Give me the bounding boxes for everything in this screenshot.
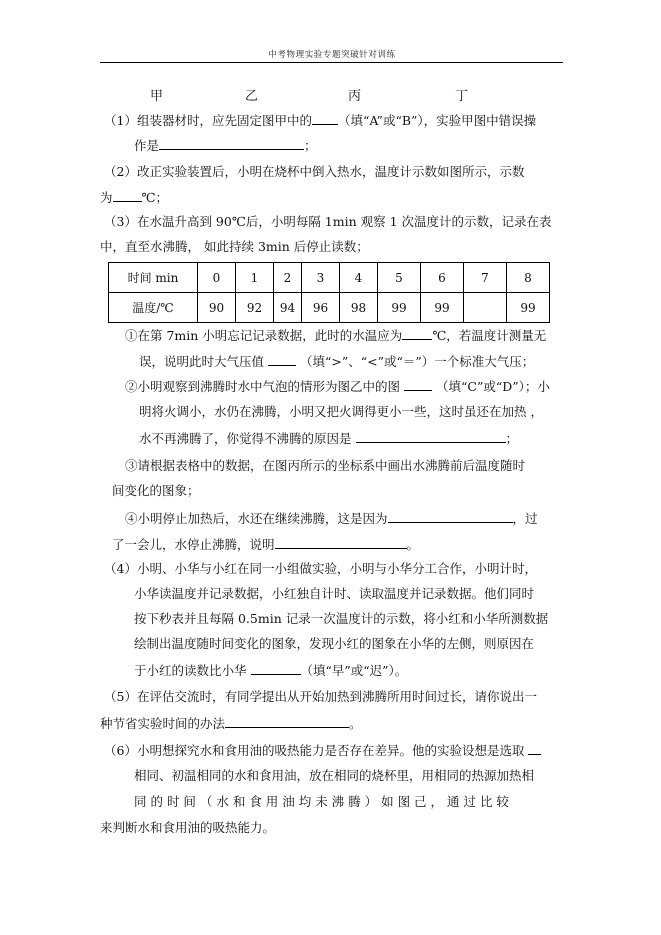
q3-line1: （3）在水温升高到 90℃后，小明每隔 1min 观察 1 次温度计的示数，记录在表: [104, 214, 552, 229]
q3-line2: 中，直至水沸腾， 如此持续 3min 后停止读数；: [100, 239, 369, 254]
q3-2-answer-blank-1[interactable]: [404, 377, 432, 391]
q3-1-text-a: ①在第 7min 小明忘记记录数据，此时的水温应为: [125, 328, 403, 343]
q1-line1: [104, 111, 536, 130]
table-cell: 96: [302, 293, 340, 323]
q3-4-text-b: ，过: [512, 511, 538, 526]
q5-text-b: 。: [349, 716, 362, 731]
table-cell: 99: [421, 293, 464, 323]
q1-line2: [134, 136, 317, 155]
q6-line4: 来判断水和食用油的吸热能力。: [100, 820, 276, 835]
q6-text-a: （6）小明想探究水和食用油的吸热能力是否存在差异。他的实验设想是选取: [104, 743, 525, 758]
q4-line4: 绘制出温度随时间变化的图象，发现小红的图象在小华的左侧，则原因在: [134, 636, 535, 651]
q3-2-line2: 明将火调小，水仍在沸腾，小明又把火调得更小一些，这时虽还在加热 ，: [139, 404, 543, 419]
q3-4-text-d: 。: [406, 537, 420, 552]
q4-line3: 按下秒表并且每隔 0.5min 记录一次温度计的示数，将小红和小华所测数据: [134, 611, 549, 626]
q3-1-line1: [125, 326, 546, 345]
table-cell: 3: [302, 263, 340, 293]
q4-text-b: （填“早”或“迟”）。: [300, 663, 408, 678]
q2-line1: （2）改正实验装置后，小明在烧杯中倒入热水，温度计示数如图所示，示数: [104, 164, 525, 179]
q2-text-b: 为: [100, 190, 113, 205]
q3-1-text-b: ℃，若温度计测量无: [432, 328, 547, 343]
q2-answer-blank[interactable]: [113, 188, 142, 202]
q6-line3: 同 的 时 间 （ 水 和 食 用 油 均 未 沸 腾 ） 如 图 己 ， 通 过 比 较: [134, 794, 509, 809]
q1-text-c: 作是: [134, 138, 160, 153]
q3-4-line1: [125, 509, 538, 528]
table-cell: 5: [378, 263, 421, 293]
table-cell: 99: [378, 293, 421, 323]
q4-line5: [134, 661, 407, 680]
q3-2-line3: [139, 429, 518, 448]
q6-line1: [104, 741, 541, 760]
table-cell: 4: [340, 263, 378, 293]
q4-line1: （4）小明、小华与小红在同一小组做实验，小明与小华分工合作，小明计时，: [104, 561, 537, 576]
q3-1-text-c: 误，说明此时大气压值: [139, 354, 265, 369]
table-cell-empty[interactable]: [464, 293, 507, 323]
q1-answer-blank-2[interactable]: [159, 136, 304, 150]
q2-line2: [100, 188, 168, 207]
table-cell: 92: [236, 293, 274, 323]
table-cell: 7: [464, 263, 507, 293]
q3-2-text-b: （填“C”或“D”）；小: [435, 379, 550, 394]
table-cell: 98: [340, 293, 378, 323]
table-cell: 90: [198, 293, 236, 323]
q3-4-text-c: 了一会儿，水停止沸腾，说明: [112, 537, 275, 552]
table-cell: 0: [198, 263, 236, 293]
table-cell: 94: [274, 293, 302, 323]
table-cell: 6: [421, 263, 464, 293]
q1-text-a: （1）组装器材时，应先固定图甲中的: [104, 113, 312, 128]
figure-label-ding: 丁: [455, 89, 469, 104]
q6-answer-blank-1[interactable]: [528, 741, 541, 755]
q3-1-answer-blank-1[interactable]: [402, 326, 432, 340]
q3-1-text-d: （填“>”、“<”或“＝”）一个标准大气压；: [299, 354, 535, 369]
q3-2-answer-blank-2[interactable]: [356, 429, 506, 443]
table-header-temperature: 温度/℃: [109, 293, 198, 323]
q4-answer-blank[interactable]: [251, 661, 301, 675]
q4-text-a: 于小红的读数比小华: [134, 663, 247, 678]
q6-line2: 相同、初温相同的水和食用油，放在相同的烧杯里，用相同的热源加热相: [134, 768, 535, 783]
table-cell: 2: [274, 263, 302, 293]
q1-text-d: ；: [304, 138, 317, 153]
q3-4-answer-blank-1[interactable]: [388, 509, 513, 523]
figure-label-jia: 甲: [150, 89, 164, 104]
table-header-time: 时间 min: [109, 263, 198, 293]
table-row-temperature: [109, 293, 550, 323]
q3-1-line2: [139, 352, 534, 371]
q3-1-answer-blank-2[interactable]: [268, 352, 296, 366]
table-cell: 99: [507, 293, 550, 323]
q5-text-a: 种节省实验时间的办法: [100, 716, 226, 731]
q3-2-line1: [125, 377, 550, 396]
q3-2-text-a: ②小明观察到沸腾时水中气泡的情形为图乙中的图: [125, 379, 401, 394]
q3-4-text-a: ④小明停止加热后，水还在继续沸腾，这是因为: [125, 511, 388, 526]
q5-line2: [100, 714, 362, 733]
q3-4-line2: [112, 535, 419, 554]
q4-line2: 小华读温度并记录数据，小红独自计时、读取温度并记录数据。他们同时: [134, 586, 535, 601]
q2-text-c: ℃；: [141, 190, 168, 205]
q3-3-line2: 间变化的图象；: [112, 483, 200, 498]
q3-2-text-d: 水不再沸腾了，你觉得不沸腾的原因是: [139, 431, 352, 446]
table-cell: 1: [236, 263, 274, 293]
q5-answer-blank[interactable]: [225, 714, 349, 728]
page-header-title: 中考物理实验专题突破针对训练: [268, 50, 396, 60]
table-row-time: [109, 263, 550, 293]
figure-label-bing: 丙: [348, 89, 362, 104]
header-divider: [100, 62, 563, 63]
q3-4-answer-blank-2[interactable]: [275, 535, 407, 549]
q3-3-line1: ③请根据表格中的数据，在图丙所示的坐标系中画出水沸腾前后温度随时: [125, 458, 526, 473]
temperature-table: [108, 262, 550, 323]
q3-2-text-e: ；: [505, 431, 519, 446]
figure-label-yi: 乙: [245, 89, 259, 104]
q1-answer-blank-1[interactable]: [312, 111, 338, 125]
q1-text-b: （填“A”或“B”），实验甲图中错误操: [337, 113, 537, 128]
table-cell: 8: [507, 263, 550, 293]
q5-line1: （5）在评估交流时，有同学提出从开始加热到沸腾所用时间过长，请你说出一: [104, 689, 537, 704]
